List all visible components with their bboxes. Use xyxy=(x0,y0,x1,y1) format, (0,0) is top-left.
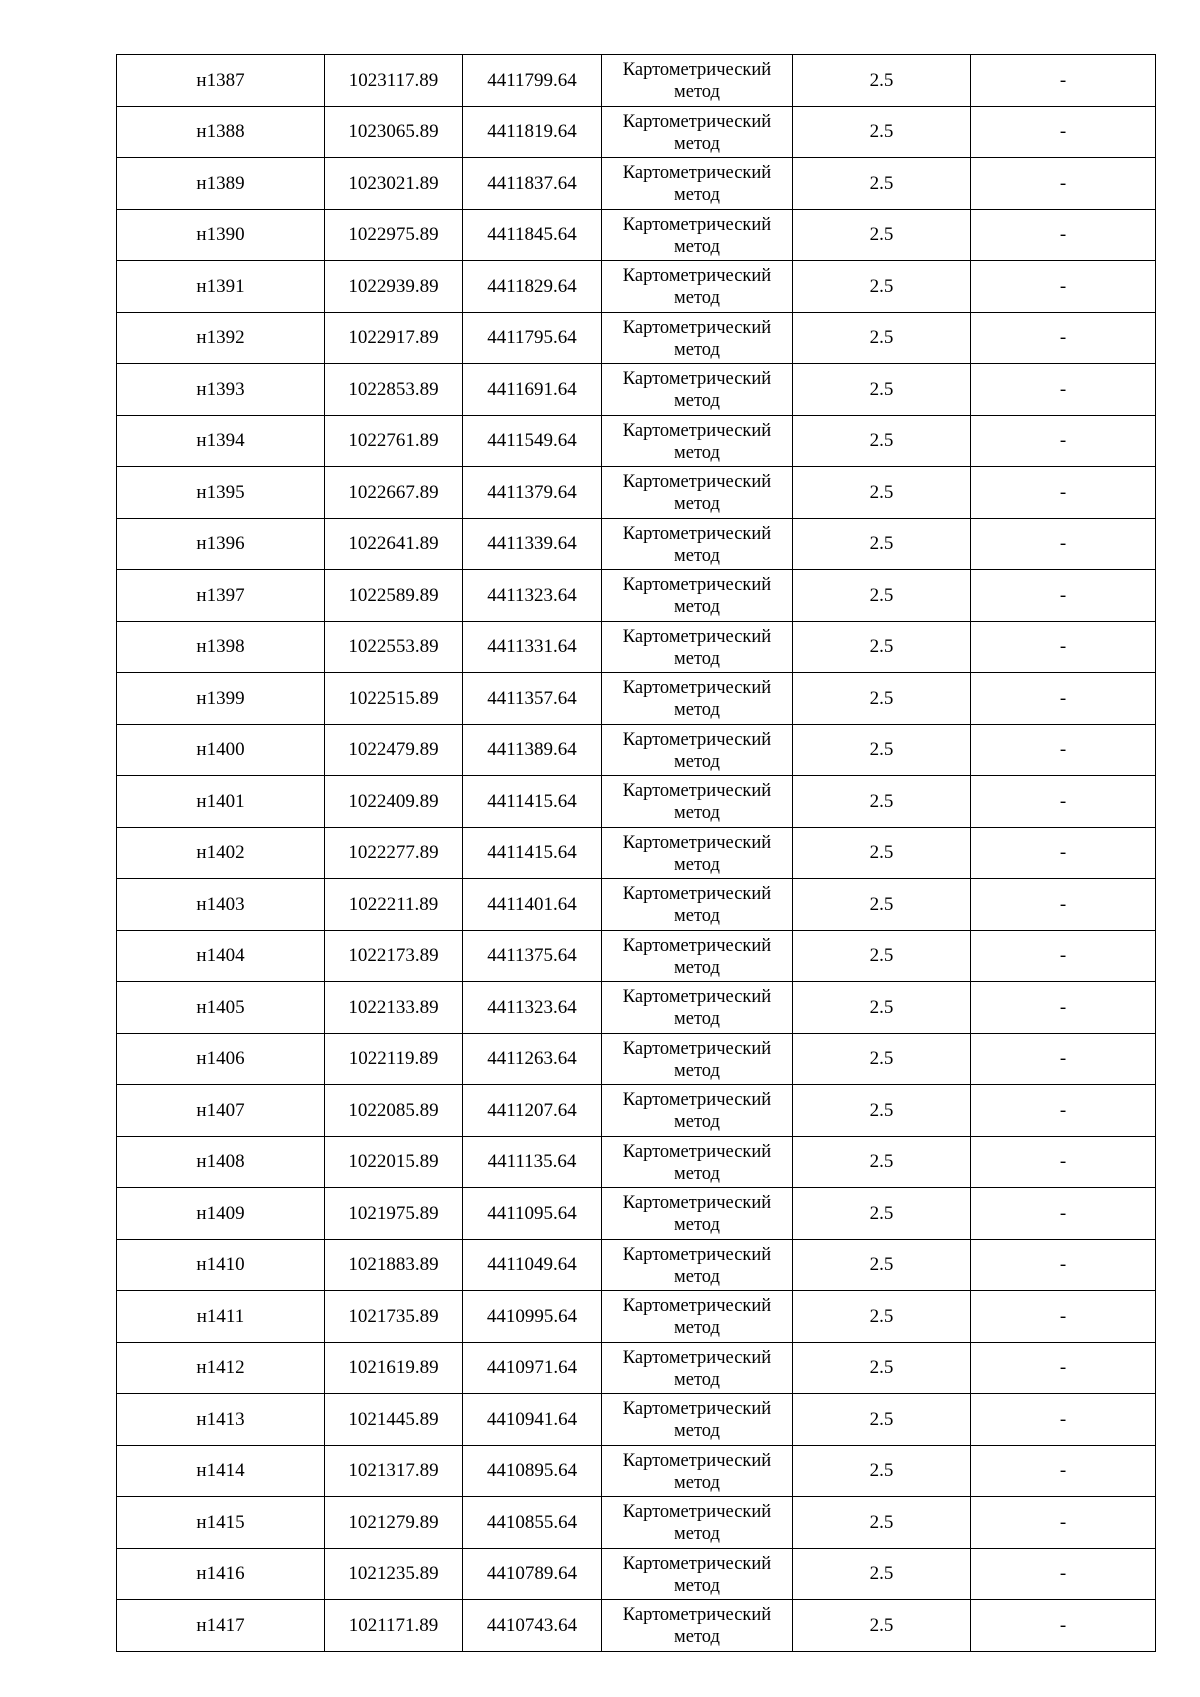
method-label-line2: метод xyxy=(674,854,720,875)
y-coordinate-cell: 4410995.64 xyxy=(463,1291,602,1343)
y-coordinate-cell: 4411549.64 xyxy=(463,415,602,467)
note-cell: - xyxy=(971,55,1156,107)
x-coordinate-cell: 1022515.89 xyxy=(325,673,463,725)
note-cell: - xyxy=(971,106,1156,158)
method-label-line2: метод xyxy=(674,906,720,927)
accuracy-cell: 2.5 xyxy=(793,879,971,931)
note-cell: - xyxy=(971,621,1156,673)
method-cell xyxy=(602,209,793,261)
y-coordinate-cell: 4411389.64 xyxy=(463,724,602,776)
x-coordinate-cell: 1021735.89 xyxy=(325,1291,463,1343)
note-cell: - xyxy=(971,930,1156,982)
y-coordinate-cell: 4411837.64 xyxy=(463,158,602,210)
method-cell xyxy=(602,570,793,622)
method-label-line2: метод xyxy=(674,1163,720,1184)
point-number-cell: н1408 xyxy=(117,1136,325,1188)
point-number-cell: н1414 xyxy=(117,1445,325,1497)
note-cell: - xyxy=(971,879,1156,931)
method-cell xyxy=(602,1033,793,1085)
method-label-line2: метод xyxy=(674,545,720,566)
x-coordinate-cell: 1022939.89 xyxy=(325,261,463,313)
accuracy-cell: 2.5 xyxy=(793,1394,971,1446)
note-cell: - xyxy=(971,1342,1156,1394)
accuracy-cell: 2.5 xyxy=(793,724,971,776)
note-cell: - xyxy=(971,1394,1156,1446)
table-row xyxy=(117,776,1156,828)
x-coordinate-cell: 1021171.89 xyxy=(325,1600,463,1652)
note-cell: - xyxy=(971,467,1156,519)
method-label-line2: метод xyxy=(674,1627,720,1648)
y-coordinate-cell: 4411845.64 xyxy=(463,209,602,261)
x-coordinate-cell: 1022975.89 xyxy=(325,209,463,261)
accuracy-cell: 2.5 xyxy=(793,621,971,673)
method-label-line2: метод xyxy=(674,700,720,721)
method-cell xyxy=(602,1291,793,1343)
table-row xyxy=(117,724,1156,776)
x-coordinate-cell: 1021317.89 xyxy=(325,1445,463,1497)
method-cell xyxy=(602,982,793,1034)
y-coordinate-cell: 4411375.64 xyxy=(463,930,602,982)
method-cell xyxy=(602,106,793,158)
method-label-line1: Картометрический xyxy=(622,884,772,905)
coordinates-table-body xyxy=(117,55,1156,1652)
method-label-line1: Картометрический xyxy=(622,111,772,132)
note-cell: - xyxy=(971,312,1156,364)
x-coordinate-cell: 1021279.89 xyxy=(325,1497,463,1549)
point-number-cell: н1406 xyxy=(117,1033,325,1085)
method-cell xyxy=(602,1085,793,1137)
point-number-cell: н1402 xyxy=(117,827,325,879)
method-cell xyxy=(602,415,793,467)
point-number-cell: н1404 xyxy=(117,930,325,982)
x-coordinate-cell: 1022589.89 xyxy=(325,570,463,622)
table-row xyxy=(117,106,1156,158)
accuracy-cell: 2.5 xyxy=(793,518,971,570)
point-number-cell: н1415 xyxy=(117,1497,325,1549)
y-coordinate-cell: 4410895.64 xyxy=(463,1445,602,1497)
accuracy-cell: 2.5 xyxy=(793,415,971,467)
y-coordinate-cell: 4411401.64 xyxy=(463,879,602,931)
accuracy-cell: 2.5 xyxy=(793,1291,971,1343)
method-label-line1: Картометрический xyxy=(622,1347,772,1368)
y-coordinate-cell: 4411331.64 xyxy=(463,621,602,673)
method-cell xyxy=(602,1136,793,1188)
y-coordinate-cell: 4411795.64 xyxy=(463,312,602,364)
accuracy-cell: 2.5 xyxy=(793,1239,971,1291)
method-cell xyxy=(602,1497,793,1549)
method-cell xyxy=(602,1600,793,1652)
point-number-cell: н1407 xyxy=(117,1085,325,1137)
method-label-line1: Картометрический xyxy=(622,1450,772,1471)
document-page xyxy=(116,54,1155,1652)
accuracy-cell: 2.5 xyxy=(793,1548,971,1600)
point-number-cell: н1399 xyxy=(117,673,325,725)
note-cell: - xyxy=(971,415,1156,467)
note-cell: - xyxy=(971,570,1156,622)
point-number-cell: н1389 xyxy=(117,158,325,210)
point-number-cell: н1393 xyxy=(117,364,325,416)
y-coordinate-cell: 4411323.64 xyxy=(463,570,602,622)
table-row xyxy=(117,879,1156,931)
method-cell xyxy=(602,673,793,725)
method-label-line2: метод xyxy=(674,1524,720,1545)
method-label-line2: метод xyxy=(674,1369,720,1390)
method-label-line2: метод xyxy=(674,1266,720,1287)
table-row xyxy=(117,55,1156,107)
note-cell: - xyxy=(971,1600,1156,1652)
table-row xyxy=(117,1085,1156,1137)
point-number-cell: н1392 xyxy=(117,312,325,364)
method-cell xyxy=(602,261,793,313)
accuracy-cell: 2.5 xyxy=(793,158,971,210)
accuracy-cell: 2.5 xyxy=(793,261,971,313)
table-row xyxy=(117,1136,1156,1188)
method-label-line2: метод xyxy=(674,288,720,309)
method-cell xyxy=(602,1188,793,1240)
accuracy-cell: 2.5 xyxy=(793,1188,971,1240)
method-label-line1: Картометрический xyxy=(622,781,772,802)
point-number-cell: н1409 xyxy=(117,1188,325,1240)
x-coordinate-cell: 1021619.89 xyxy=(325,1342,463,1394)
table-row xyxy=(117,518,1156,570)
method-label-line1: Картометрический xyxy=(622,987,772,1008)
x-coordinate-cell: 1022133.89 xyxy=(325,982,463,1034)
x-coordinate-cell: 1022641.89 xyxy=(325,518,463,570)
method-label-line1: Картометрический xyxy=(622,575,772,596)
note-cell: - xyxy=(971,1136,1156,1188)
accuracy-cell: 2.5 xyxy=(793,570,971,622)
x-coordinate-cell: 1022853.89 xyxy=(325,364,463,416)
table-row xyxy=(117,673,1156,725)
accuracy-cell: 2.5 xyxy=(793,1136,971,1188)
method-label-line2: метод xyxy=(674,1421,720,1442)
point-number-cell: н1410 xyxy=(117,1239,325,1291)
accuracy-cell: 2.5 xyxy=(793,1600,971,1652)
point-number-cell: н1416 xyxy=(117,1548,325,1600)
method-cell xyxy=(602,158,793,210)
point-number-cell: н1398 xyxy=(117,621,325,673)
method-cell xyxy=(602,1548,793,1600)
x-coordinate-cell: 1021883.89 xyxy=(325,1239,463,1291)
method-cell xyxy=(602,621,793,673)
note-cell: - xyxy=(971,1445,1156,1497)
y-coordinate-cell: 4411263.64 xyxy=(463,1033,602,1085)
x-coordinate-cell: 1021445.89 xyxy=(325,1394,463,1446)
x-coordinate-cell: 1023065.89 xyxy=(325,106,463,158)
table-row xyxy=(117,1291,1156,1343)
method-label-line1: Картометрический xyxy=(622,626,772,647)
accuracy-cell: 2.5 xyxy=(793,930,971,982)
point-number-cell: н1411 xyxy=(117,1291,325,1343)
x-coordinate-cell: 1021975.89 xyxy=(325,1188,463,1240)
method-label-line2: метод xyxy=(674,1575,720,1596)
method-label-line2: метод xyxy=(674,1112,720,1133)
point-number-cell: н1405 xyxy=(117,982,325,1034)
method-label-line1: Картометрический xyxy=(622,1502,772,1523)
method-label-line2: метод xyxy=(674,1060,720,1081)
method-label-line1: Картометрический xyxy=(622,1193,772,1214)
note-cell: - xyxy=(971,1085,1156,1137)
note-cell: - xyxy=(971,1548,1156,1600)
note-cell: - xyxy=(971,1291,1156,1343)
method-label-line2: метод xyxy=(674,751,720,772)
accuracy-cell: 2.5 xyxy=(793,673,971,725)
point-number-cell: н1388 xyxy=(117,106,325,158)
table-row xyxy=(117,827,1156,879)
method-label-line2: метод xyxy=(674,494,720,515)
method-cell xyxy=(602,312,793,364)
x-coordinate-cell: 1022015.89 xyxy=(325,1136,463,1188)
method-label-line2: метод xyxy=(674,1215,720,1236)
method-label-line1: Картометрический xyxy=(622,1553,772,1574)
y-coordinate-cell: 4410855.64 xyxy=(463,1497,602,1549)
method-label-line2: метод xyxy=(674,1009,720,1030)
method-label-line2: метод xyxy=(674,597,720,618)
method-label-line2: метод xyxy=(674,391,720,412)
y-coordinate-cell: 4411415.64 xyxy=(463,827,602,879)
method-label-line1: Картометрический xyxy=(622,420,772,441)
method-label-line1: Картометрический xyxy=(622,60,772,81)
method-label-line2: метод xyxy=(674,1318,720,1339)
method-label-line1: Картометрический xyxy=(622,1141,772,1162)
method-cell xyxy=(602,364,793,416)
accuracy-cell: 2.5 xyxy=(793,55,971,107)
note-cell: - xyxy=(971,982,1156,1034)
method-cell xyxy=(602,724,793,776)
y-coordinate-cell: 4411095.64 xyxy=(463,1188,602,1240)
table-row xyxy=(117,570,1156,622)
table-row xyxy=(117,1497,1156,1549)
table-row xyxy=(117,415,1156,467)
method-label-line1: Картометрический xyxy=(622,1090,772,1111)
point-number-cell: н1387 xyxy=(117,55,325,107)
x-coordinate-cell: 1022553.89 xyxy=(325,621,463,673)
y-coordinate-cell: 4411357.64 xyxy=(463,673,602,725)
method-cell xyxy=(602,467,793,519)
note-cell: - xyxy=(971,827,1156,879)
note-cell: - xyxy=(971,1188,1156,1240)
point-number-cell: н1390 xyxy=(117,209,325,261)
method-label-line1: Картометрический xyxy=(622,523,772,544)
note-cell: - xyxy=(971,1239,1156,1291)
note-cell: - xyxy=(971,673,1156,725)
method-cell xyxy=(602,1342,793,1394)
note-cell: - xyxy=(971,158,1156,210)
point-number-cell: н1412 xyxy=(117,1342,325,1394)
method-label-line2: метод xyxy=(674,82,720,103)
y-coordinate-cell: 4411379.64 xyxy=(463,467,602,519)
x-coordinate-cell: 1022917.89 xyxy=(325,312,463,364)
method-label-line2: метод xyxy=(674,803,720,824)
method-label-line1: Картометрический xyxy=(622,1399,772,1420)
y-coordinate-cell: 4411049.64 xyxy=(463,1239,602,1291)
y-coordinate-cell: 4411339.64 xyxy=(463,518,602,570)
x-coordinate-cell: 1022085.89 xyxy=(325,1085,463,1137)
method-cell xyxy=(602,827,793,879)
method-cell xyxy=(602,1445,793,1497)
accuracy-cell: 2.5 xyxy=(793,1342,971,1394)
x-coordinate-cell: 1023117.89 xyxy=(325,55,463,107)
accuracy-cell: 2.5 xyxy=(793,312,971,364)
method-cell xyxy=(602,1239,793,1291)
table-row xyxy=(117,930,1156,982)
point-number-cell: н1400 xyxy=(117,724,325,776)
y-coordinate-cell: 4411799.64 xyxy=(463,55,602,107)
accuracy-cell: 2.5 xyxy=(793,1033,971,1085)
method-label-line2: метод xyxy=(674,236,720,257)
method-label-line1: Картометрический xyxy=(622,678,772,699)
x-coordinate-cell: 1021235.89 xyxy=(325,1548,463,1600)
note-cell: - xyxy=(971,209,1156,261)
method-label-line1: Картометрический xyxy=(622,472,772,493)
method-label-line2: метод xyxy=(674,339,720,360)
table-row xyxy=(117,982,1156,1034)
note-cell: - xyxy=(971,518,1156,570)
y-coordinate-cell: 4410743.64 xyxy=(463,1600,602,1652)
table-row xyxy=(117,621,1156,673)
x-coordinate-cell: 1022409.89 xyxy=(325,776,463,828)
table-row xyxy=(117,1033,1156,1085)
method-label-line1: Картометрический xyxy=(622,1038,772,1059)
point-number-cell: н1394 xyxy=(117,415,325,467)
method-label-line1: Картометрический xyxy=(622,935,772,956)
accuracy-cell: 2.5 xyxy=(793,776,971,828)
note-cell: - xyxy=(971,364,1156,416)
method-cell xyxy=(602,55,793,107)
method-cell xyxy=(602,776,793,828)
method-cell xyxy=(602,930,793,982)
note-cell: - xyxy=(971,1497,1156,1549)
accuracy-cell: 2.5 xyxy=(793,209,971,261)
method-label-line2: метод xyxy=(674,185,720,206)
accuracy-cell: 2.5 xyxy=(793,1085,971,1137)
note-cell: - xyxy=(971,1033,1156,1085)
table-row xyxy=(117,1445,1156,1497)
table-row xyxy=(117,261,1156,313)
method-label-line1: Картометрический xyxy=(622,729,772,750)
point-number-cell: н1417 xyxy=(117,1600,325,1652)
accuracy-cell: 2.5 xyxy=(793,467,971,519)
y-coordinate-cell: 4411691.64 xyxy=(463,364,602,416)
table-row xyxy=(117,209,1156,261)
x-coordinate-cell: 1022173.89 xyxy=(325,930,463,982)
point-number-cell: н1395 xyxy=(117,467,325,519)
point-number-cell: н1413 xyxy=(117,1394,325,1446)
y-coordinate-cell: 4411135.64 xyxy=(463,1136,602,1188)
accuracy-cell: 2.5 xyxy=(793,1497,971,1549)
accuracy-cell: 2.5 xyxy=(793,1445,971,1497)
method-label-line1: Картометрический xyxy=(622,266,772,287)
method-label-line2: метод xyxy=(674,1472,720,1493)
method-label-line1: Картометрический xyxy=(622,369,772,390)
y-coordinate-cell: 4410789.64 xyxy=(463,1548,602,1600)
x-coordinate-cell: 1022119.89 xyxy=(325,1033,463,1085)
y-coordinate-cell: 4411415.64 xyxy=(463,776,602,828)
point-number-cell: н1396 xyxy=(117,518,325,570)
method-label-line2: метод xyxy=(674,648,720,669)
method-cell xyxy=(602,518,793,570)
method-cell xyxy=(602,879,793,931)
accuracy-cell: 2.5 xyxy=(793,106,971,158)
point-number-cell: н1397 xyxy=(117,570,325,622)
method-label-line2: метод xyxy=(674,133,720,154)
accuracy-cell: 2.5 xyxy=(793,827,971,879)
y-coordinate-cell: 4411819.64 xyxy=(463,106,602,158)
point-number-cell: н1403 xyxy=(117,879,325,931)
method-label-line2: метод xyxy=(674,957,720,978)
method-label-line1: Картометрический xyxy=(622,1296,772,1317)
table-row xyxy=(117,1394,1156,1446)
coordinates-table xyxy=(116,54,1156,1652)
table-row xyxy=(117,467,1156,519)
y-coordinate-cell: 4410941.64 xyxy=(463,1394,602,1446)
method-cell xyxy=(602,1394,793,1446)
method-label-line1: Картометрический xyxy=(622,1244,772,1265)
accuracy-cell: 2.5 xyxy=(793,982,971,1034)
table-row xyxy=(117,1239,1156,1291)
y-coordinate-cell: 4411323.64 xyxy=(463,982,602,1034)
y-coordinate-cell: 4411829.64 xyxy=(463,261,602,313)
x-coordinate-cell: 1022277.89 xyxy=(325,827,463,879)
method-label-line2: метод xyxy=(674,442,720,463)
method-label-line1: Картометрический xyxy=(622,214,772,235)
method-label-line1: Картометрический xyxy=(622,1605,772,1626)
table-row xyxy=(117,312,1156,364)
table-row xyxy=(117,1342,1156,1394)
point-number-cell: н1391 xyxy=(117,261,325,313)
note-cell: - xyxy=(971,776,1156,828)
x-coordinate-cell: 1023021.89 xyxy=(325,158,463,210)
x-coordinate-cell: 1022211.89 xyxy=(325,879,463,931)
x-coordinate-cell: 1022761.89 xyxy=(325,415,463,467)
x-coordinate-cell: 1022479.89 xyxy=(325,724,463,776)
y-coordinate-cell: 4411207.64 xyxy=(463,1085,602,1137)
y-coordinate-cell: 4410971.64 xyxy=(463,1342,602,1394)
note-cell: - xyxy=(971,724,1156,776)
table-row xyxy=(117,1188,1156,1240)
method-label-line1: Картометрический xyxy=(622,163,772,184)
table-row xyxy=(117,1600,1156,1652)
point-number-cell: н1401 xyxy=(117,776,325,828)
table-row xyxy=(117,364,1156,416)
method-label-line1: Картометрический xyxy=(622,832,772,853)
note-cell: - xyxy=(971,261,1156,313)
table-row xyxy=(117,1548,1156,1600)
method-label-line1: Картометрический xyxy=(622,317,772,338)
x-coordinate-cell: 1022667.89 xyxy=(325,467,463,519)
table-row xyxy=(117,158,1156,210)
accuracy-cell: 2.5 xyxy=(793,364,971,416)
